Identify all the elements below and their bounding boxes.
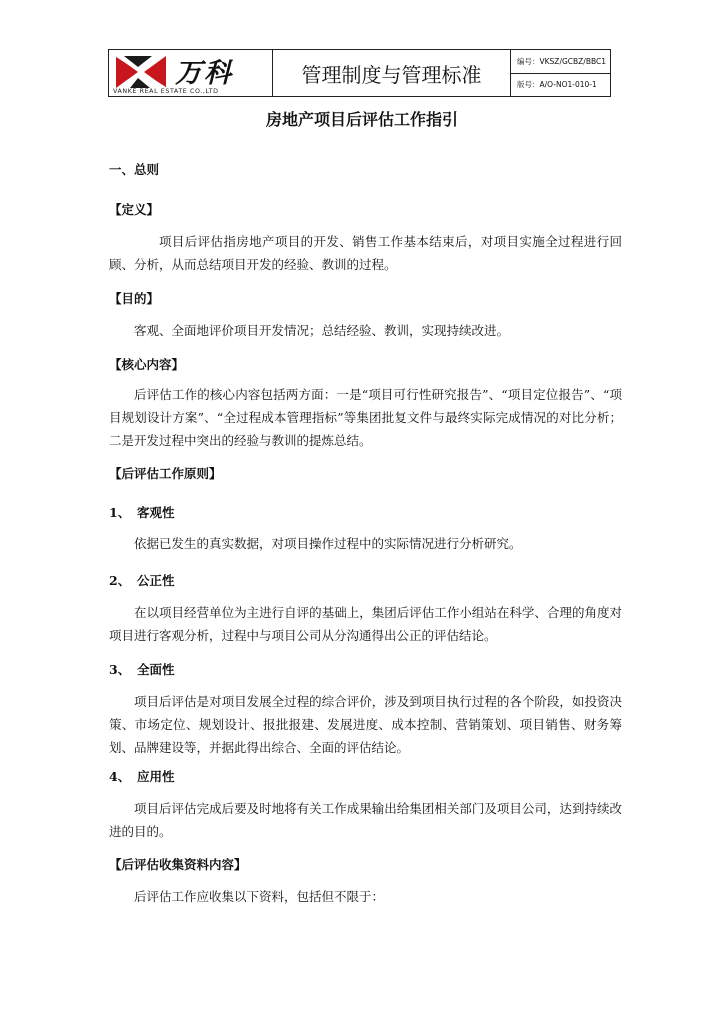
header-title: 管理制度与管理标准 bbox=[273, 50, 511, 96]
document-version: 版号：A/O-NO1-010-1 bbox=[517, 80, 597, 90]
purpose-text: 客观、全面地评价项目开发情况；总结经验、教训，实现持续改进。 bbox=[134, 323, 510, 338]
principle-2-text: 在以项目经营单位为主进行自评的基础上，集团后评估工作小组站在科学、合理的角度对项目进行客观分析，过程中与项目公司从分沟通得出公正的评估结论。 bbox=[109, 605, 622, 643]
section-heading-general: 一、总则 bbox=[109, 162, 160, 177]
principle-3-text: 项目后评估是对项目发展全过程的综合评价，涉及到项目执行过程的各个阶段，如投资决策、市场定位、规划设计、报批报建、发展进度、成本控制、营销策划、项目销售、财务筹划、品牌建设等，并据此得出综合、全面的评估结论。 bbox=[109, 694, 622, 755]
company-logo bbox=[109, 50, 273, 96]
principle-3-title: 全面性 bbox=[137, 662, 175, 677]
principle-1-number: 1、 bbox=[109, 505, 131, 520]
core-content-text: 后评估工作的核心内容包括两方面：一是“项目可行性研究报告”、“项目定位报告”、“项目规划设计方案”、“全过程成本管理指标”等集团批复文件与最终实际完成情况的对比分析；二是开发过程中突出的经验与教训的提炼总结。 bbox=[109, 387, 622, 448]
principle-4-text: 项目后评估完成后要及时地将有关工作成果输出给集团相关部门及项目公司，达到持续改进的目的。 bbox=[109, 801, 622, 839]
principle-2-heading bbox=[109, 571, 622, 589]
principle-4-number: 4、 bbox=[109, 769, 131, 784]
logo-subtitle: VANKE REAL ESTATE CO.,LTD bbox=[113, 88, 219, 95]
definition-text: 项目后评估指房地产项目的开发、销售工作基本结束后，对项目实施全过程进行回顾、分析，从而总结项目开发的经验、教训的过程。 bbox=[109, 234, 622, 272]
principle-3-number: 3、 bbox=[109, 662, 131, 677]
principle-3-heading bbox=[109, 660, 622, 678]
principle-1-text: 依据已发生的真实数据，对项目操作过程中的实际情况进行分析研究。 bbox=[134, 536, 522, 551]
principle-2-title: 公正性 bbox=[137, 573, 175, 588]
collect-text: 后评估工作应收集以下资料，包括但不限于： bbox=[134, 889, 385, 904]
logo-text: 万科 bbox=[175, 58, 233, 89]
purpose-heading: 【目的】 bbox=[109, 291, 160, 306]
document-title: 房地产项目后评估工作指引 bbox=[265, 110, 458, 129]
principle-4-title: 应用性 bbox=[137, 769, 175, 784]
principle-1-heading bbox=[109, 503, 622, 521]
principle-2-number: 2、 bbox=[109, 573, 131, 588]
principles-heading: 【后评估工作原则】 bbox=[109, 466, 222, 481]
principle-4-heading bbox=[109, 767, 622, 785]
definition-heading: 【定义】 bbox=[109, 202, 160, 217]
header-meta bbox=[511, 50, 610, 96]
principle-1-title: 客观性 bbox=[137, 505, 175, 520]
document-code: 编号：VKSZ/GCBZ/BBC1 bbox=[511, 50, 610, 74]
core-content-heading: 【核心内容】 bbox=[109, 357, 185, 372]
document-header bbox=[108, 49, 611, 97]
vanke-logo-icon bbox=[114, 54, 170, 90]
collect-heading: 【后评估收集资料内容】 bbox=[109, 857, 247, 872]
